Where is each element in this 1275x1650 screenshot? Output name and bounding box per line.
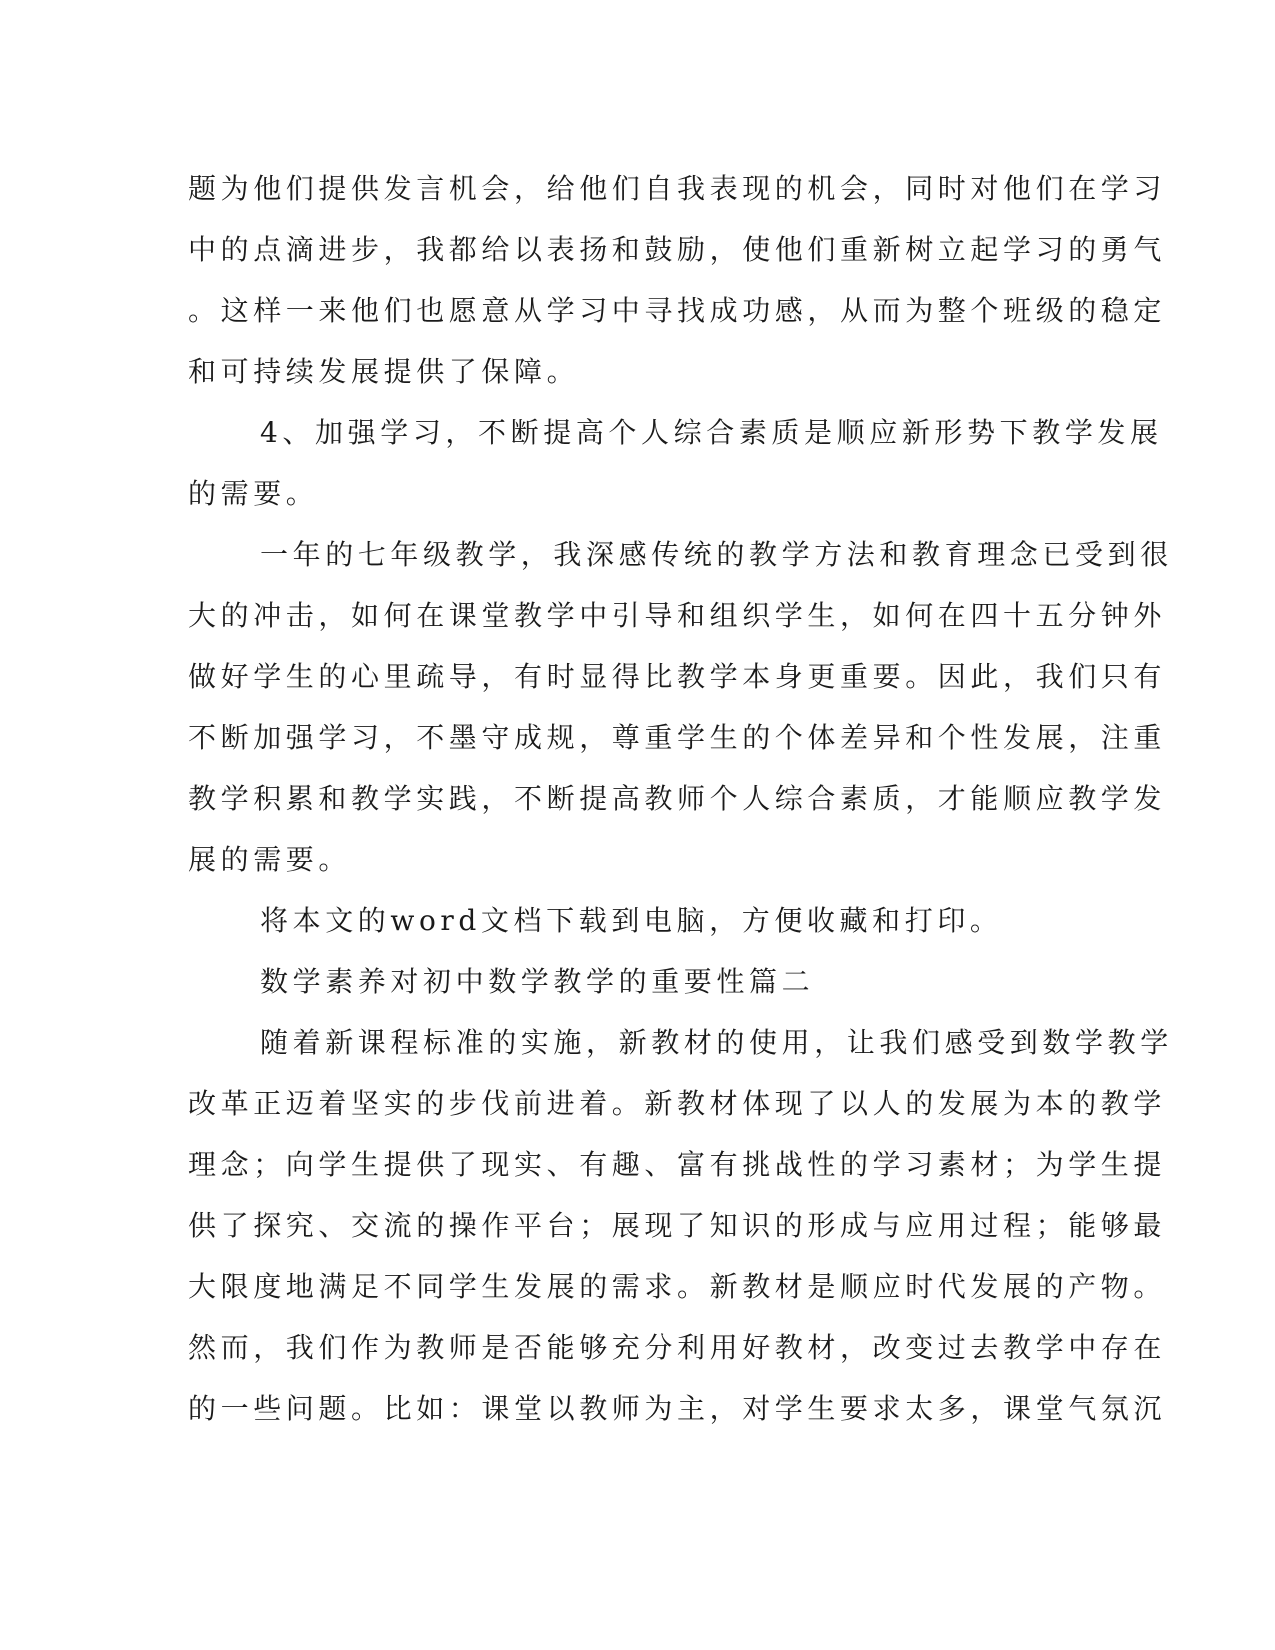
body-line: 做好学生的心里疏导，有时显得比教学本身更重要。因此，我们只有 (188, 660, 1167, 693)
body-line: 中的点滴进步，我都给以表扬和鼓励，使他们重新树立起学习的勇气 (188, 233, 1167, 266)
body-line: 教学积累和教学实践，不断提高教师个人综合素质，才能顺应教学发 (188, 782, 1167, 815)
body-line: 供了探究、交流的操作平台；展现了知识的形成与应用过程；能够最 (188, 1209, 1167, 1242)
body-line: 的需要。 (188, 477, 319, 510)
body-line: 随着新课程标准的实施，新教材的使用，让我们感受到数学教学 (260, 1026, 1173, 1059)
body-line: 大的冲击，如何在课堂教学中引导和组织学生，如何在四十五分钟外 (188, 599, 1167, 632)
download-note-line: 将本文的word文档下载到电脑，方便收藏和打印。 (260, 904, 1003, 937)
article-title-line: 数学素养对初中数学教学的重要性篇二 (260, 965, 815, 998)
body-line: 。这样一来他们也愿意从学习中寻找成功感，从而为整个班级的稳定 (188, 294, 1167, 327)
body-line: 然而，我们作为教师是否能够充分利用好教材，改变过去教学中存在 (188, 1331, 1167, 1364)
body-line: 展的需要。 (188, 843, 352, 876)
body-line: 理念；向学生提供了现实、有趣、富有挑战性的学习素材；为学生提 (188, 1148, 1167, 1181)
body-line: 不断加强学习，不墨守成规，尊重学生的个体差异和个性发展，注重 (188, 721, 1167, 754)
body-line: 改革正迈着坚实的步伐前进着。新教材体现了以人的发展为本的教学 (188, 1087, 1167, 1120)
body-line: 和可持续发展提供了保障。 (188, 355, 580, 388)
body-line: 一年的七年级教学，我深感传统的教学方法和教育理念已受到很 (260, 538, 1173, 571)
body-line: 大限度地满足不同学生发展的需求。新教材是顺应时代发展的产物。 (188, 1270, 1167, 1303)
body-line: 题为他们提供发言机会，给他们自我表现的机会，同时对他们在学习 (188, 172, 1167, 205)
body-line: 的一些问题。比如：课堂以教师为主，对学生要求太多，课堂气氛沉 (188, 1392, 1167, 1425)
document-body (188, 158, 1173, 1439)
section-heading-line: 4、加强学习，不断提高个人综合素质是顺应新形势下教学发展 (260, 416, 1163, 449)
